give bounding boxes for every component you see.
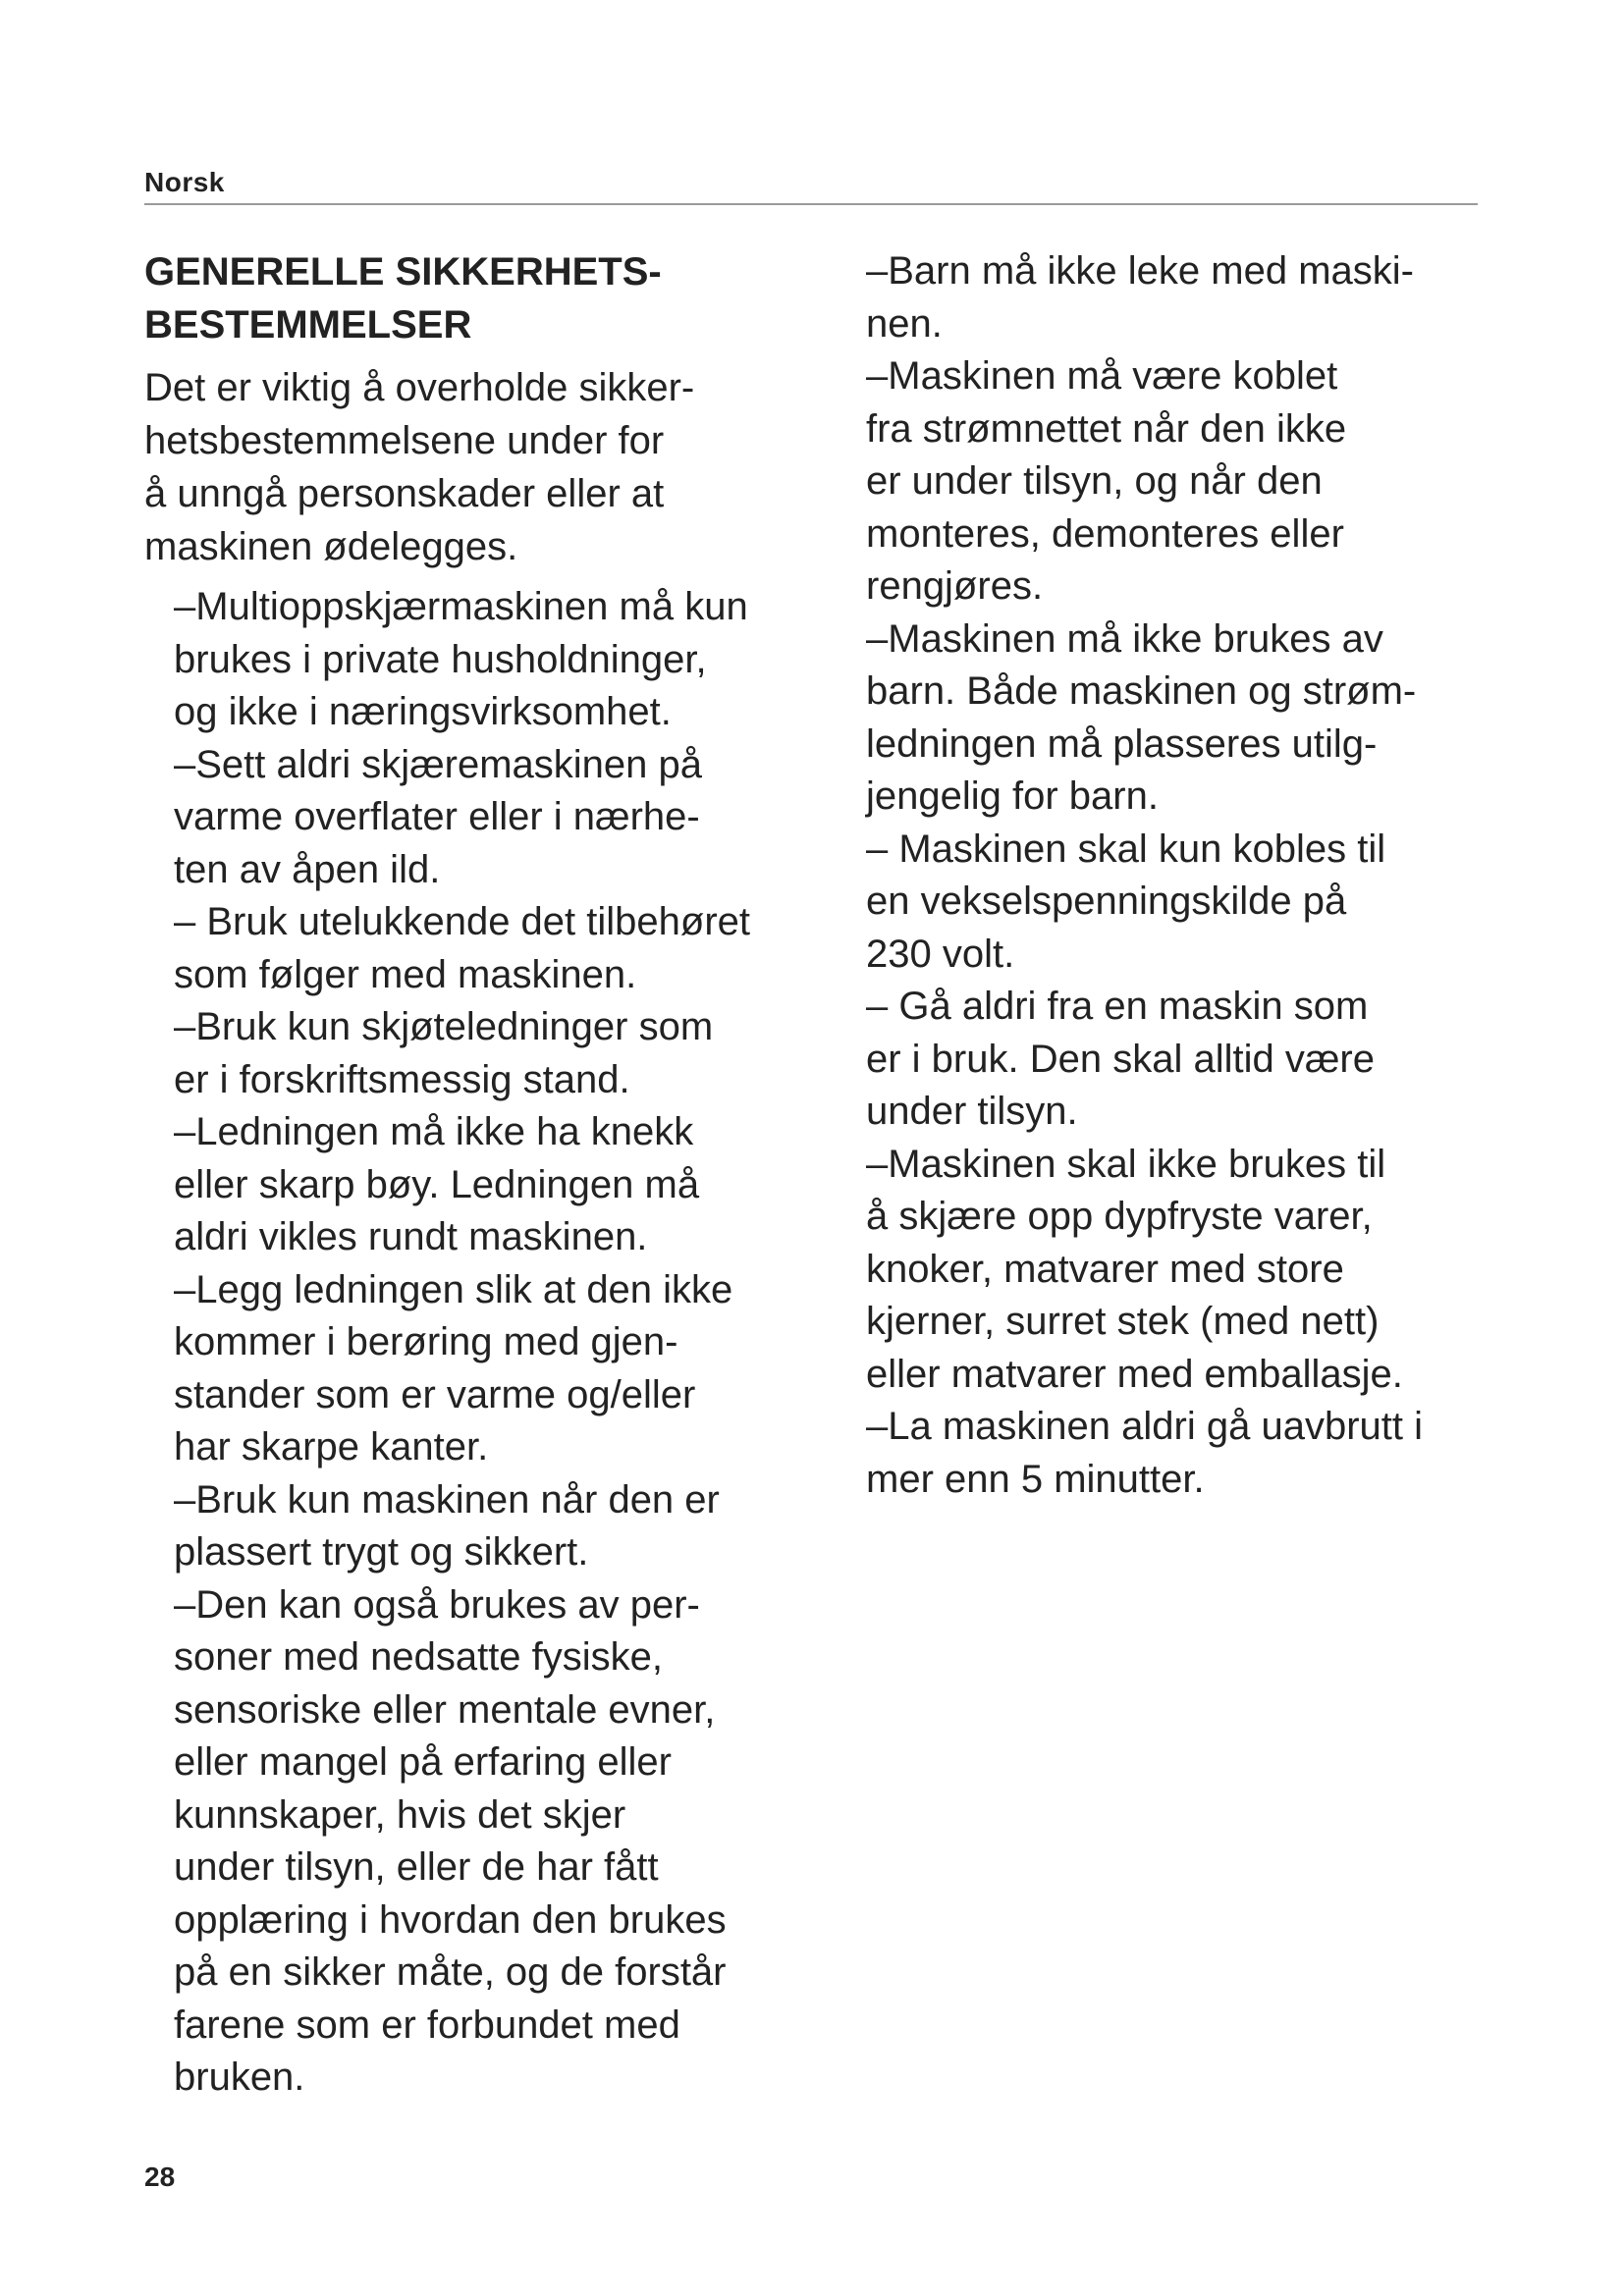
list-line: er under tilsyn, og når den bbox=[866, 459, 1323, 503]
list-line: –Maskinen skal ikke brukes til bbox=[866, 1142, 1386, 1186]
list-line: 230 volt. bbox=[866, 932, 1015, 976]
section-title-line: BESTEMMELSER bbox=[144, 303, 472, 347]
list-line: fra strømnettet når den ikke bbox=[866, 406, 1347, 451]
list-line: mer enn 5 minutter. bbox=[866, 1457, 1205, 1501]
list-line: aldri vikles rundt maskinen. bbox=[174, 1215, 648, 1258]
section-title bbox=[144, 245, 851, 351]
list-line: en vekselspenningskilde på bbox=[866, 880, 1347, 923]
list-line: kommer i berøring med gjen- bbox=[174, 1320, 678, 1363]
language-label: Norsk bbox=[144, 167, 225, 197]
list-line: eller matvarer med emballasje. bbox=[866, 1352, 1403, 1396]
list-line: –Ledningen må ikke ha knekk bbox=[174, 1110, 694, 1153]
list-line: – Maskinen skal kun kobles til bbox=[866, 827, 1386, 871]
list-line: –Maskinen må være koblet bbox=[866, 354, 1338, 398]
left-column bbox=[144, 245, 851, 2105]
list-line: som følger med maskinen. bbox=[174, 952, 637, 996]
list-line: brukes i private husholdninger, bbox=[174, 637, 707, 681]
list-line: under tilsyn, eller de har fått bbox=[174, 1845, 659, 1889]
list-line: ledningen må plasseres utilg- bbox=[866, 721, 1378, 766]
list-line: soner med nedsatte fysiske, bbox=[174, 1635, 664, 1679]
section-title-line: GENERELLE SIKKERHETS- bbox=[144, 250, 662, 294]
list-line: barn. Både maskinen og strøm- bbox=[866, 669, 1417, 713]
header-divider bbox=[144, 203, 1478, 205]
right-safety-list bbox=[866, 245, 1494, 1506]
list-line: –Den kan også brukes av per- bbox=[174, 1582, 700, 1627]
page-number: 28 bbox=[144, 2162, 176, 2192]
list-line: under tilsyn. bbox=[866, 1090, 1078, 1133]
list-line: farene som er forbundet med bbox=[174, 2002, 680, 2047]
list-line: jengelig for barn. bbox=[866, 774, 1159, 818]
intro-line: Det er viktig å overholde sikker- bbox=[144, 366, 695, 409]
list-line: knoker, matvarer med store bbox=[866, 1247, 1344, 1291]
intro-line: maskinen ødelegges. bbox=[144, 525, 518, 568]
list-line: og ikke i næringsvirksomhet. bbox=[174, 690, 672, 733]
list-line: eller skarp bøy. Ledningen må bbox=[174, 1162, 700, 1206]
left-safety-list bbox=[144, 581, 851, 2105]
list-line: ten av åpen ild. bbox=[174, 847, 441, 891]
list-line: har skarpe kanter. bbox=[174, 1425, 489, 1468]
list-line: –Bruk kun maskinen når den er bbox=[174, 1477, 720, 1522]
list-line: på en sikker måte, og de forstår bbox=[174, 1950, 727, 1994]
list-line: –Barn må ikke leke med maski- bbox=[866, 249, 1414, 293]
list-line: nen. bbox=[866, 301, 943, 346]
intro-line: å unngå personskader eller at bbox=[144, 472, 665, 515]
list-line: stander som er varme og/eller bbox=[174, 1372, 696, 1416]
list-line: –Sett aldri skjæremaskinen på bbox=[174, 742, 703, 786]
list-line: kjerner, surret stek (med nett) bbox=[866, 1300, 1380, 1343]
list-line: –La maskinen aldri gå uavbrutt i bbox=[866, 1405, 1423, 1448]
list-line: kunnskaper, hvis det skjer bbox=[174, 1792, 626, 1837]
list-line: bruken. bbox=[174, 2056, 305, 2099]
intro-paragraph bbox=[144, 361, 851, 573]
list-line: – Bruk utelukkende det tilbehøret bbox=[174, 900, 751, 943]
list-line: sensoriske eller mentale evner, bbox=[174, 1687, 716, 1732]
list-line: er i bruk. Den skal alltid være bbox=[866, 1037, 1375, 1081]
list-line: –Bruk kun skjøteledninger som bbox=[174, 1005, 714, 1048]
list-line: –Multioppskjærmaskinen må kun bbox=[174, 585, 748, 628]
list-line: monteres, demonteres eller bbox=[866, 511, 1344, 556]
intro-line: hetsbestemmelsene under for bbox=[144, 419, 665, 462]
list-line: plassert trygt og sikkert. bbox=[174, 1530, 589, 1574]
list-line: opplæring i hvordan den brukes bbox=[174, 1897, 727, 1942]
list-line: –Legg ledningen slik at den ikke bbox=[174, 1267, 733, 1311]
list-line: å skjære opp dypfryste varer, bbox=[866, 1195, 1373, 1238]
list-line: –Maskinen må ikke brukes av bbox=[866, 616, 1383, 661]
list-line: er i forskriftsmessig stand. bbox=[174, 1057, 630, 1101]
list-line: eller mangel på erfaring eller bbox=[174, 1740, 672, 1784]
right-column bbox=[866, 245, 1494, 1506]
list-line: varme overflater eller i nærhe- bbox=[174, 795, 700, 838]
list-line: rengjøres. bbox=[866, 564, 1044, 608]
list-line: – Gå aldri fra en maskin som bbox=[866, 985, 1369, 1028]
